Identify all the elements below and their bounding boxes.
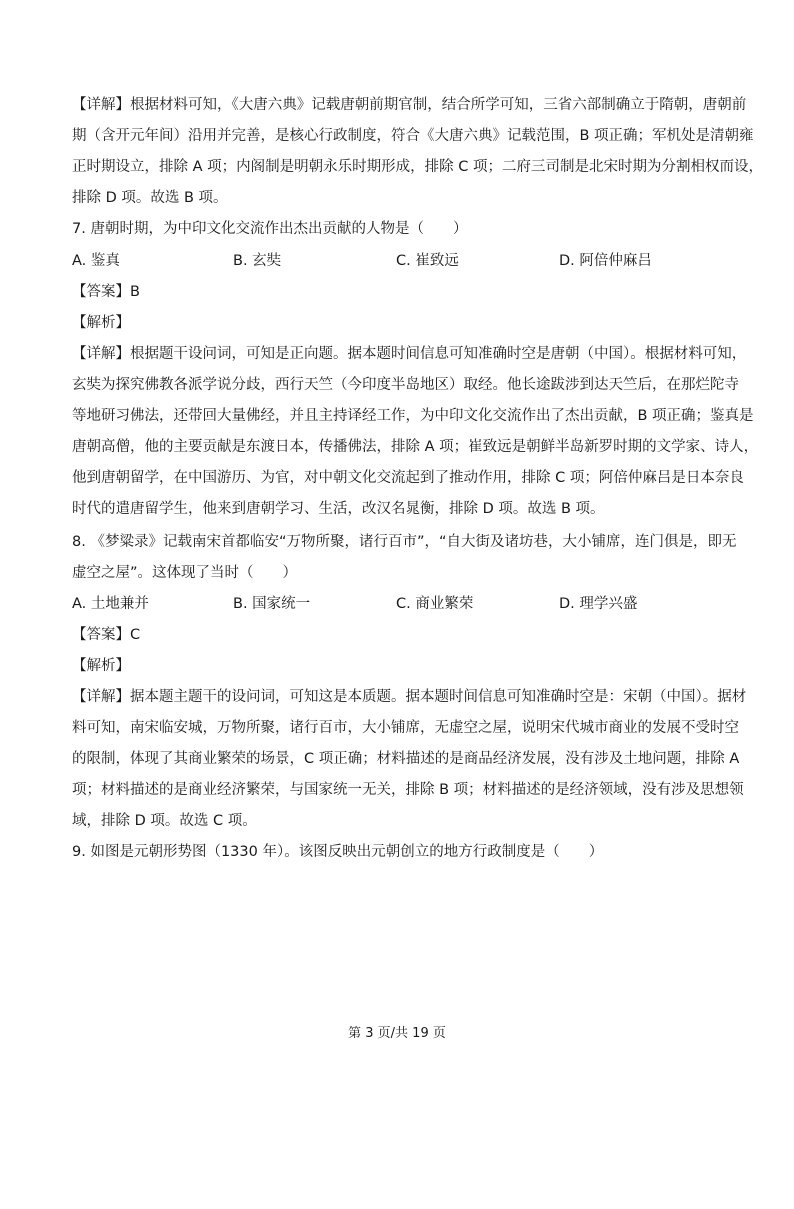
q8-stem-line-2: 虚空之屋”。这体现了当时（ ） [72,565,298,581]
q7-option-d: D. 阿倍仲麻吕 [559,253,652,269]
q8-analysis-label: 【解析】 [72,658,130,674]
q8-option-b: B. 国家统一 [233,596,311,612]
q6-detail-line-4: 排除 D 项。故选 B 项。 [72,190,228,206]
q7-detail-line-6: 时代的遣唐留学生，他来到唐朝学习、生活，改汉名晁衡，排除 D 项。故选 B 项。 [72,501,605,517]
q8-answer: 【答案】C [72,627,141,643]
q6-detail-line-2: 期（含开元年间）沿用并完善，是核心行政制度，符合《大唐六典》记载范围，B 项正确；军机处是清朝雍 [72,128,754,144]
q8-detail-line-3: 的限制，体现了其商业繁荣的场景，C 项正确；材料描述的是商品经济发展，没有涉及土地问题，排除 A [72,751,740,767]
q6-detail-line-3: 正时期设立，排除 A 项；内阁制是明朝永乐时期形成，排除 C 项；二府三司制是北宋时期为分割相权而设， [72,159,763,175]
q7-analysis-label: 【解析】 [72,315,130,331]
q6-detail-line-1: 【详解】根据材料可知，《大唐六典》记载唐朝前期官制，结合所学可知，三省六部制确立于隋朝，唐朝前 [72,97,747,113]
q8-option-c: C. 商业繁荣 [396,596,474,612]
q7-options [72,251,732,271]
q7-answer: 【答案】B [72,284,140,300]
q7-detail-line-1: 【详解】根据题干设问词，可知是正向题。据本题时间信息可知准确时空是唐朝（中国）。根据材料可知， [72,346,747,362]
q8-detail-line-5: 域，排除 D 项。故选 C 项。 [72,813,257,829]
q8-detail-line-1: 【详解】据本题主题干的设问词，可知这是本质题。据本题时间信息可知准确时空是：宋朝（中国）。据材 [72,689,747,705]
q8-options [72,594,732,614]
q7-detail-line-2: 玄奘为探究佛教各派学说分歧，西行天竺（今印度半岛地区）取经。他长途跋涉到达天竺后，在那烂陀寺 [72,377,739,393]
q8-option-a: A. 土地兼并 [72,596,149,612]
q7-detail-line-5: 他到唐朝留学，在中国游历、为官，对中朝文化交流起到了推动作用，排除 C 项；阿倍仲麻吕是日本奈良 [72,470,744,486]
page-number-footer: 第 3 页/共 19 页 [348,1026,446,1041]
q8-detail-line-2: 料可知，南宋临安城，万物所聚，诸行百市，大小铺席，无虚空之屋，说明宋代城市商业的发展不受时空 [72,720,739,736]
q9-stem: 9. 如图是元朝形势图（1330 年）。该图反映出元朝创立的地方行政制度是（ ） [72,844,604,860]
q7-option-c: C. 崔致远 [396,253,459,269]
q7-stem: 7. 唐朝时期，为中印文化交流作出杰出贡献的人物是（ ） [72,221,468,237]
q7-detail-line-3: 等地研习佛法，还带回大量佛经，并且主持译经工作，为中印文化交流作出了杰出贡献，B 项正确；鉴真是 [72,408,754,424]
q7-option-b: B. 玄奘 [233,253,282,269]
q8-detail-line-4: 项；材料描述的是商业经济繁荣，与国家统一无关，排除 B 项；材料描述的是经济领域，没有涉及思想领 [72,782,744,798]
q8-option-d: D. 理学兴盛 [559,596,638,612]
q8-stem-line-1: 8. 《梦粱录》记载南宋首都临安“万物所聚，诸行百市”，“自大街及诸坊巷，大小铺席，连门俱是，即无 [72,534,737,550]
q7-option-a: A. 鉴真 [72,253,120,269]
q7-detail-line-4: 唐朝高僧，他的主要贡献是东渡日本，传播佛法，排除 A 项；崔致远是朝鲜半岛新罗时期的文学家、诗人， [72,439,759,455]
